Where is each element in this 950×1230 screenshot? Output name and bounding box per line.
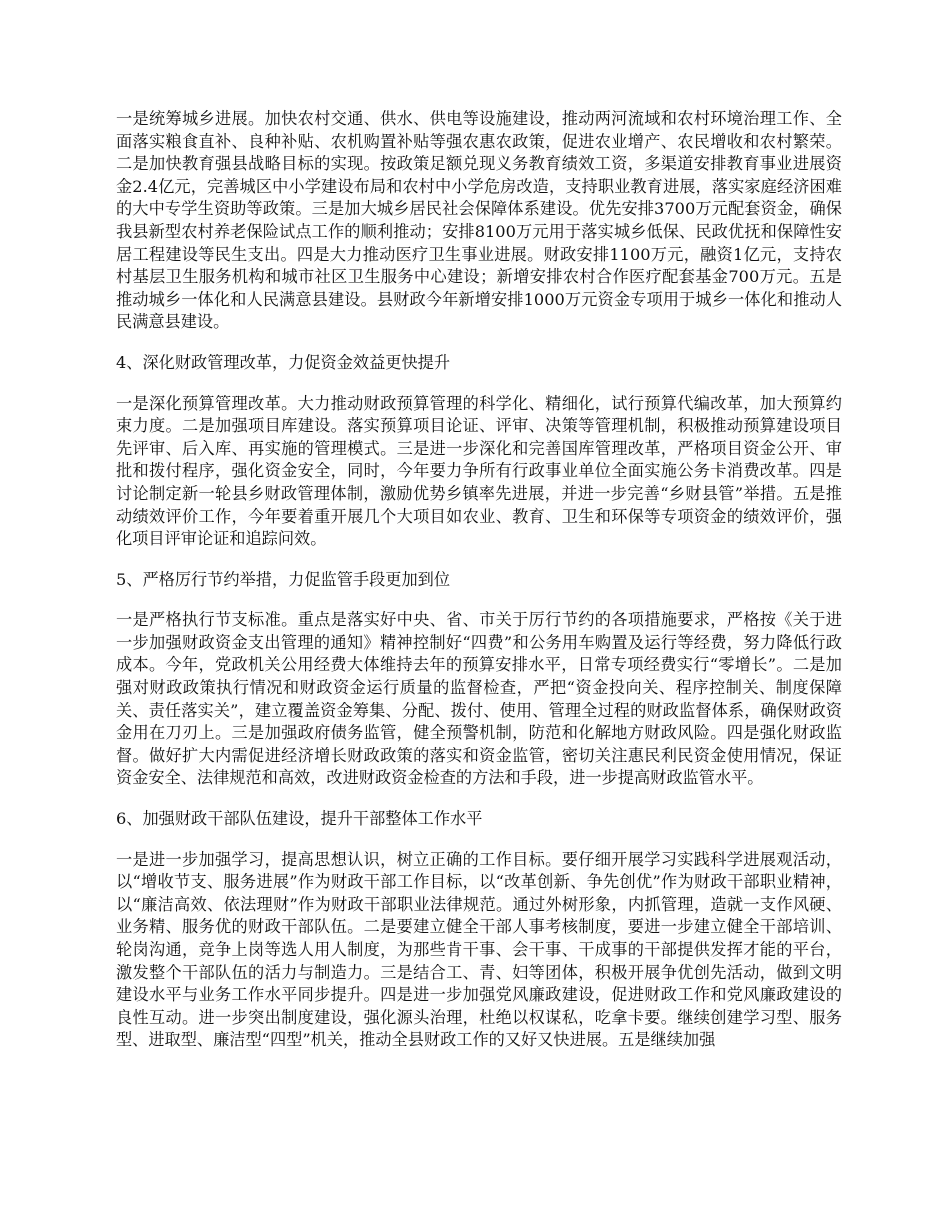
paragraph-budget-reform: 一是深化预算管理改革。大力推动财政预算管理的科学化、精细化，试行预算代编改革，加大预算约束力度。二是加强项目库建设。落实预算项目论证、评审、决策等管理机制，积极推动预算建设项目先评审、后入库、再实施的管理模式。三是进一步深化和完善国库管理改革，严格项目资金公开、审批和拨付程序，强化资金安全，同时，今年要力争所有行政事业单位全面实施公务卡消费改革。四是讨论制定新一轮县乡财政管理体制，激励优势乡镇率先进展，并进一步完善“乡财县管”举措。五是推动绩效评价工作，今年要着重开展几个大项目如农业、教育、卫生和环保等专项资金的绩效评价，强化项目评审论证和追踪问效。 <box>116 393 842 549</box>
section-heading-6: 6、加强财政干部队伍建设，提升干部整体工作水平 <box>116 809 483 829</box>
paragraph-supervision: 一是严格执行节支标准。重点是落实好中央、省、市关于厉行节约的各项措施要求，严格按《关于进一步加强财政资金支出管理的通知》精神控制好“四费”和公务用车购置及运行等经费，努力降低行政成本。今年，党政机关公用经费大体维持去年的预算安排水平，日常专项经费实行“零增长”。二是加强对财政政策执行情况和财政资金运行质量的监督检查，严把“资金投向关、程序控制关、制度保障关、责任落实关”，建立覆盖资金筹集、分配、拨付、使用、管理全过程的财政监督体系，确保财政资金用在刀刃上。三是加强政府债务监管，健全预警机制，防范和化解地方财政风险。四是强化财政监督。做好扩大内需促进经济增长财政政策的落实和资金监管，密切关注惠民利民资金使用情况，保证资金安全、法律规范和高效，改进财政资金检查的方法和手段，进一步提高财政监管水平。 <box>116 610 842 788</box>
section-heading-5: 5、严格厉行节约举措，力促监管手段更加到位 <box>116 569 451 589</box>
document-body <box>116 108 842 1070</box>
paragraph-staff-building: 一是进一步加强学习，提高思想认识，树立正确的工作目标。要仔细开展学习实践科学进展观活动，以“增收节支、服务进展”作为财政干部工作目标，以“改革创新、争先创优”作为财政干部职业精神，以“廉洁高效、依法理财”作为财政干部职业法律规范。通过外树形象，内抓管理，造就一支作风硬、业务精、服务优的财政干部队伍。二是要建立健全干部人事考核制度，要进一步建立健全干部培训、轮岗沟通，竞争上岗等选人用人制度，为那些肯干事、会干事、干成事的干部提供发挥才能的平台，激发整个干部队伍的活力与制造力。三是结合工、青、妇等团体，积极开展争优创先活动，做到文明建设水平与业务工作水平同步提升。四是进一步加强党风廉政建设，促进财政工作和党风廉政建设的良性互动。进一步突出制度建设，强化源头治理，杜绝以权谋私，吃拿卡要。继续创建学习型、服务型、进取型、廉洁型“四型”机关，推动全县财政工作的又好又快进展。五是继续加强 <box>116 849 842 1050</box>
paragraph-urban-rural: 一是统筹城乡进展。加快农村交通、供水、供电等设施建设，推动两河流域和农村环境治理工作、全面落实粮食直补、良种补贴、农机购置补贴等强农惠农政策，促进农业增产、农民增收和农村繁荣。二是加快教育强县战略目标的实现。按政策足额兑现义务教育绩效工资，多渠道安排教育事业进展资金2.4亿元，完善城区中小学建设布局和农村中小学危房改造，支持职业教育进展，落实家庭经济困难的大中专学生资助等政策。三是加大城乡居民社会保障体系建设。优先安排3700万元配套资金，确保我县新型农村养老保险试点工作的顺利推动；安排8100万元用于落实城乡低保、民政优抚和保障性安居工程建设等民生支出。四是大力推动医疗卫生事业进展。财政安排1100万元，融资1亿元，支持农村基层卫生服务机构和城市社区卫生服务中心建设；新增安排农村合作医疗配套基金700万元。五是推动城乡一体化和人民满意县建设。县财政今年新增安排1000万元资金专项用于城乡一体化和推动人民满意县建设。 <box>116 109 842 332</box>
section-heading-4: 4、深化财政管理改革，力促资金效益更快提升 <box>116 352 451 372</box>
